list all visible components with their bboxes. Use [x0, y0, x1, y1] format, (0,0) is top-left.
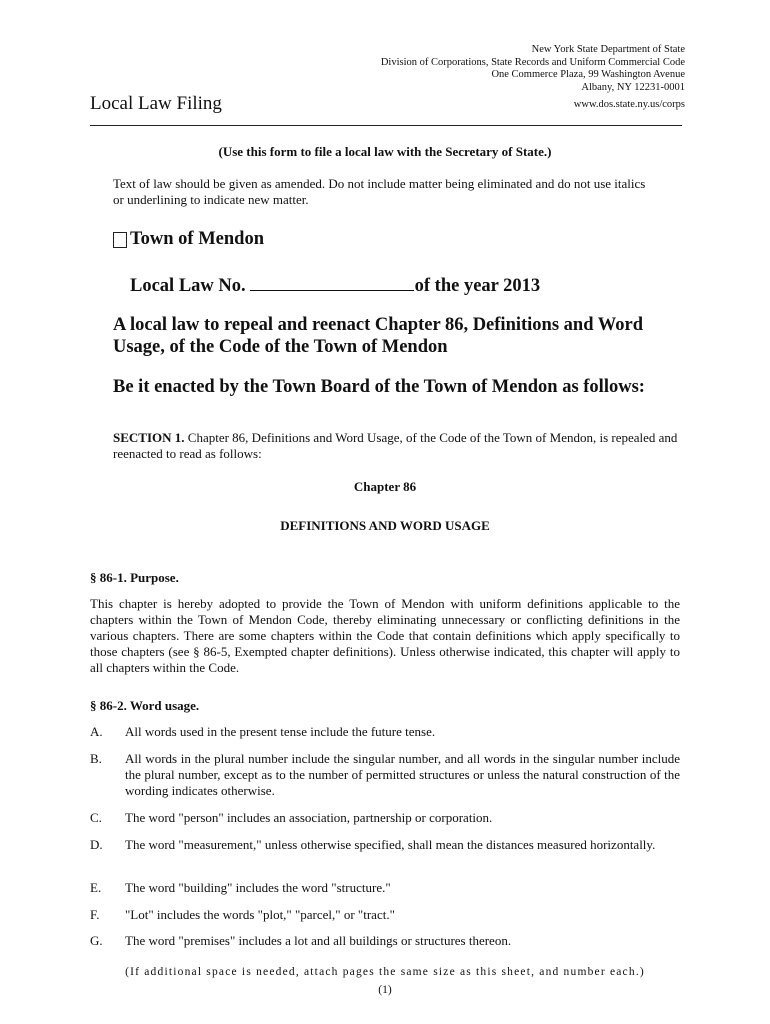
- agency-website: www.dos.state.ny.us/corps: [573, 99, 685, 110]
- law-title: A local law to repeal and reenact Chapter 86, Definitions and Word Usage, of the Code of the Town of Mendon: [113, 315, 644, 357]
- municipality-checkbox[interactable]: [113, 232, 127, 248]
- local-law-number-line: [130, 272, 540, 297]
- item-letter: G.: [90, 933, 103, 948]
- item-letter: C.: [90, 810, 102, 825]
- enactment-clause: Be it enacted by the Town Board of the Town of Mendon as follows:: [113, 377, 645, 397]
- item-text: The word "premises" includes a lot and all buildings or structures thereon.: [125, 933, 512, 948]
- purpose-text: This chapter is hereby adopted to provide the Town of Mendon with uniform definitions applicable to the chapters within the Town of Mendon Code, thereby eliminating unnecessary or conflicting definitions in the various chapters. There are some chapters within the Code that contain definitions which apply specifically to those chapters (see § 86-5, Exempted chapter definitions). Unless otherwise indicated, this chapter will apply to all chapters within the Code.: [90, 596, 680, 675]
- local-law-year: of the year 2013: [414, 276, 541, 296]
- municipality-name: Town of Mendon: [130, 229, 264, 249]
- section-1-label: SECTION 1.: [113, 430, 185, 445]
- word-usage-item: [90, 724, 680, 740]
- item-letter: D.: [90, 837, 103, 852]
- local-law-prefix: Local Law No.: [130, 276, 246, 296]
- item-text: "Lot" includes the words "plot," "parcel," or "tract.": [125, 907, 395, 922]
- item-text: The word "person" includes an association, partnership or corporation.: [125, 810, 493, 825]
- chapter-title: Chapter 86: [353, 479, 417, 494]
- page-number: (1): [378, 984, 392, 996]
- section-1: [113, 430, 683, 462]
- item-text: The word "building" includes the word "structure.": [125, 880, 391, 895]
- word-usage-heading: § 86-2. Word usage.: [90, 698, 200, 713]
- agency-line: One Commerce Plaza, 99 Washington Avenue: [491, 69, 685, 80]
- section-1-text: Chapter 86, Definitions and Word Usage, of the Code of the Town of Mendon, is repealed and reenacted to read as follows:: [113, 430, 678, 461]
- agency-address: [381, 44, 685, 94]
- word-usage-item: [90, 907, 680, 923]
- header-divider: [90, 125, 682, 126]
- item-letter: F.: [90, 907, 100, 922]
- item-text: The word "measurement," unless otherwise specified, shall mean the distances measured horizontally.: [125, 837, 656, 852]
- chapter-subtitle: DEFINITIONS AND WORD USAGE: [280, 518, 490, 533]
- item-letter: E.: [90, 880, 102, 895]
- item-text: All words in the plural number include the singular number, and all words in the singular number include the plural number, except as to the number of permitted structures or unless the natural construction of the wording indicates otherwise.: [125, 751, 680, 798]
- word-usage-item: [90, 810, 680, 826]
- agency-line: Albany, NY 12231-0001: [581, 81, 685, 93]
- municipality-row: [113, 229, 264, 250]
- item-letter: B.: [90, 751, 102, 766]
- form-title: Local Law Filing: [90, 93, 222, 114]
- word-usage-item: [90, 837, 680, 853]
- word-usage-item: [90, 751, 680, 799]
- agency-line: New York State Department of State: [531, 44, 685, 55]
- item-letter: A.: [90, 724, 103, 739]
- local-law-number-field[interactable]: [250, 272, 414, 291]
- word-usage-item: [90, 880, 680, 896]
- item-text: All words used in the present tense include the future tense.: [125, 724, 436, 739]
- footer-note: (If additional space is needed, attach pages the same size as this sheet, and number each.): [125, 966, 645, 978]
- agency-line: Division of Corporations, State Records and Uniform Commercial Code: [380, 56, 685, 68]
- word-usage-item: [90, 933, 680, 949]
- form-instruction: (Use this form to file a local law with the Secretary of State.): [218, 144, 552, 159]
- amendment-note: Text of law should be given as amended. Do not include matter being eliminated and do not use italics or underlining to indicate new matter.: [113, 176, 646, 207]
- purpose-heading: § 86-1. Purpose.: [90, 570, 179, 585]
